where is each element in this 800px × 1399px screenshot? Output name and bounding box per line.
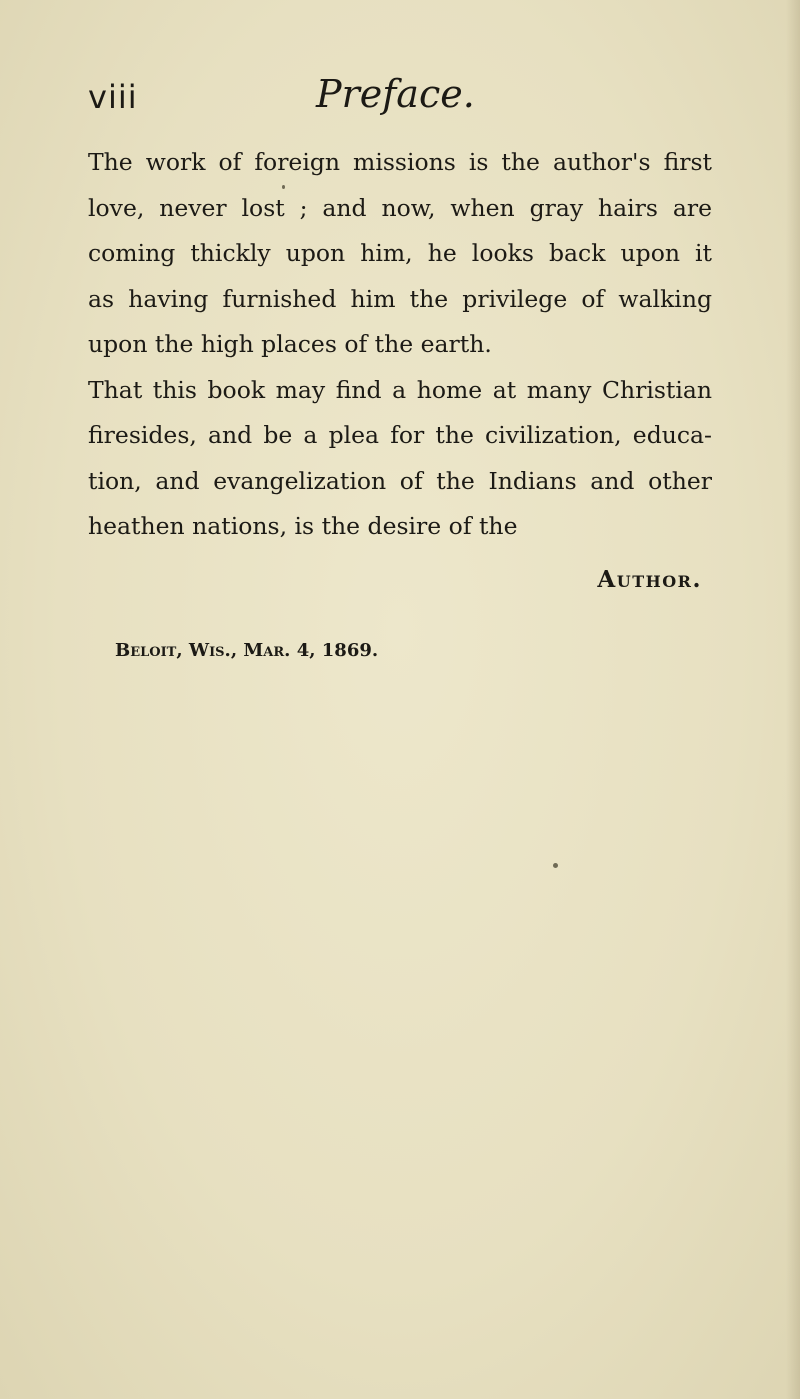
text-line: The work of foreign missions is the author's first bbox=[88, 148, 712, 176]
preface-body bbox=[88, 140, 712, 550]
page-edge-shadow bbox=[786, 0, 800, 1399]
text-line: firesides, and be a plea for the civilization, educa- bbox=[88, 421, 712, 449]
author-signature: Author. bbox=[597, 566, 702, 593]
paper-speck bbox=[553, 863, 558, 868]
page-number: viii bbox=[88, 78, 138, 116]
text-line: coming thickly upon him, he looks back upon it bbox=[88, 239, 712, 267]
paper-speck bbox=[282, 185, 285, 189]
text-line: love, never lost ; and now, when gray hairs are bbox=[88, 193, 712, 222]
text-line: as having furnished him the privilege of walking bbox=[88, 284, 712, 313]
running-head bbox=[88, 68, 708, 118]
text-line: tion, and evangelization of the Indians and other bbox=[88, 466, 712, 495]
dateline: Beloit, Wis., Mar. 4, 1869. bbox=[115, 640, 379, 661]
page-title: Preface. bbox=[316, 72, 475, 116]
text-line: That this book may find a home at many Christian bbox=[88, 375, 712, 404]
text-line: heathen nations, is the desire of the bbox=[88, 512, 518, 540]
text-line: upon the high places of the earth. bbox=[88, 330, 492, 358]
